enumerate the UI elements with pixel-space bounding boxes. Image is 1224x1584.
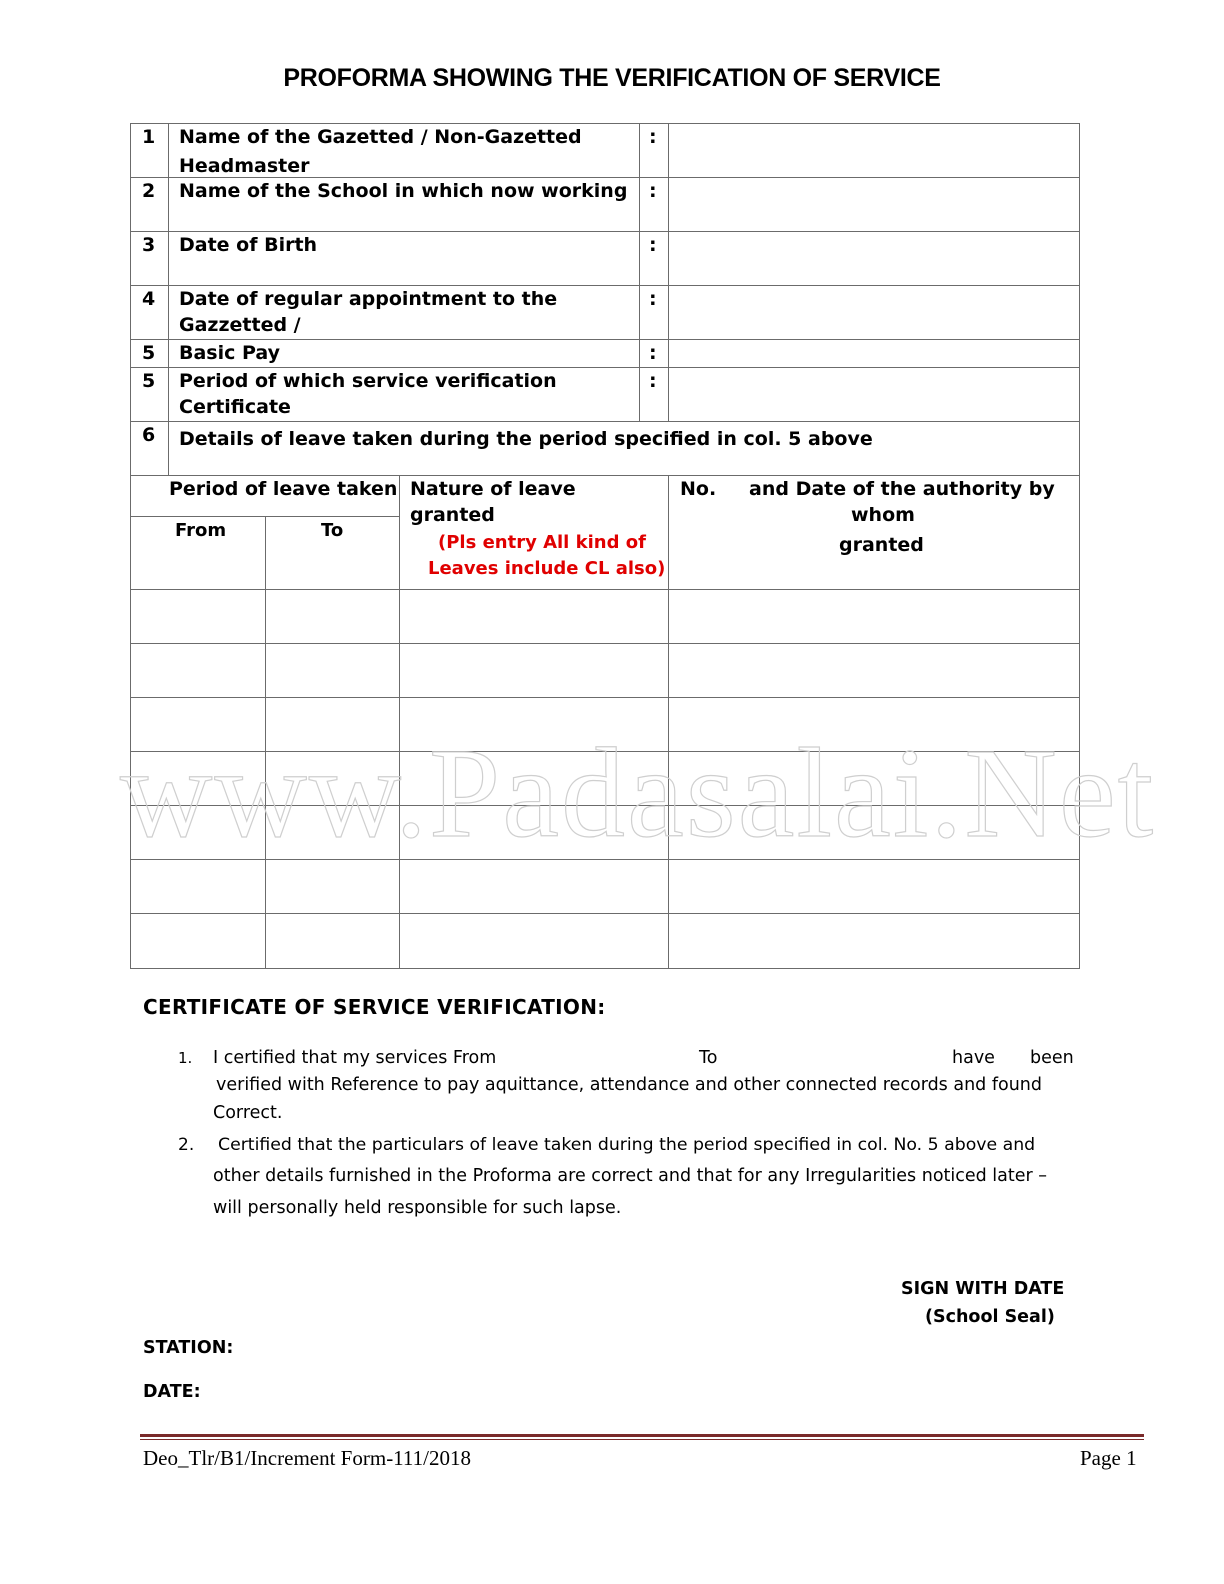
table-border-bottom	[130, 968, 1080, 969]
row-5b-number: 5	[142, 370, 156, 392]
row-1-label: Name of the Gazetted / Non-Gazetted	[179, 126, 582, 148]
row-3-label: Date of Birth	[179, 234, 318, 256]
row-line	[130, 643, 1080, 644]
row-6-label: Details of leave taken during the period specified in col. 5 above	[179, 428, 873, 450]
item-1-text-c: have	[952, 1048, 995, 1068]
page-title: PROFORMA SHOWING THE VERIFICATION OF SERVICE	[283, 64, 941, 92]
row-5b-colon: :	[649, 370, 657, 392]
footer-rule	[140, 1434, 1144, 1437]
row-4-label-cont: Gazzetted /	[179, 314, 301, 336]
row-3-number: 3	[142, 234, 156, 256]
row-5-number: 5	[142, 342, 156, 364]
row-line	[130, 589, 1080, 590]
item-2-number: 2.	[178, 1135, 195, 1155]
authority-header-granted: granted	[839, 534, 924, 556]
date-label: DATE:	[143, 1382, 201, 1402]
certificate-heading: CERTIFICATE OF SERVICE VERIFICATION:	[143, 995, 606, 1019]
row-2-label: Name of the School in which now working	[179, 180, 628, 202]
item-1-text-d: been	[1030, 1048, 1074, 1068]
from-header: From	[175, 520, 227, 541]
row-2-number: 2	[142, 180, 156, 202]
station-label: STATION:	[143, 1338, 234, 1358]
item-1-line-3: Correct.	[213, 1103, 283, 1123]
item-2-line-3: will personally held responsible for such lapse.	[213, 1198, 622, 1218]
row-5b-label: Period of which service verification	[179, 370, 557, 392]
row-4-number: 4	[142, 288, 156, 310]
item-2-line-2: other details furnished in the Proforma are correct and that for any Irregularities noticed later –	[213, 1166, 1048, 1186]
sign-with-date: SIGN WITH DATE	[901, 1279, 1065, 1299]
leave-note: (Pls entry All kind of	[438, 532, 646, 553]
authority-header-no: No.	[680, 478, 717, 500]
row-5b-label-cont: Certificate	[179, 396, 291, 418]
label-col-divider	[639, 123, 640, 422]
row-4-colon: :	[649, 288, 657, 310]
school-seal: (School Seal)	[925, 1307, 1055, 1327]
item-1-number: 1.	[178, 1049, 193, 1067]
row-6-number: 6	[142, 424, 156, 446]
item-1-text-a: I certified that my services From	[213, 1048, 497, 1068]
row-1-number: 1	[142, 126, 156, 148]
row-line	[130, 913, 1080, 914]
colon-col-divider	[668, 123, 669, 422]
page-number: Page 1	[1080, 1446, 1137, 1470]
item-2-line-1: Certified that the particulars of leave taken during the period specified in col. No. 5 above and	[218, 1135, 1036, 1155]
watermark: www.Padasalai.Net	[120, 722, 1156, 864]
footer-rule-thin	[140, 1439, 1144, 1440]
num-col-divider	[168, 123, 169, 475]
item-1-line-2: verified with Reference to pay aquittance, attendance and other connected records and found	[216, 1075, 1043, 1095]
row-1-colon: :	[649, 126, 657, 148]
row-5-colon: :	[649, 342, 657, 364]
nature-header: Nature of leave	[410, 478, 576, 500]
item-1-text-b: To	[699, 1048, 718, 1068]
leave-note-cont: Leaves include CL also)	[428, 558, 666, 579]
to-header: To	[321, 520, 344, 541]
row-5-label: Basic Pay	[179, 342, 281, 364]
authority-header: and Date of the authority by	[749, 478, 1055, 500]
row-3-colon: :	[649, 234, 657, 256]
row-line	[130, 421, 1080, 422]
row-2-colon: :	[649, 180, 657, 202]
authority-header-whom: whom	[851, 504, 915, 526]
row-4-label: Date of regular appointment to the	[179, 288, 558, 310]
row-1-label-cont: Headmaster	[179, 155, 310, 177]
footer-reference: Deo_Tlr/B1/Increment Form-111/2018	[143, 1446, 471, 1470]
nature-header-cont: granted	[410, 504, 495, 526]
period-header: Period of leave taken	[169, 478, 398, 500]
row-line	[130, 697, 1080, 698]
